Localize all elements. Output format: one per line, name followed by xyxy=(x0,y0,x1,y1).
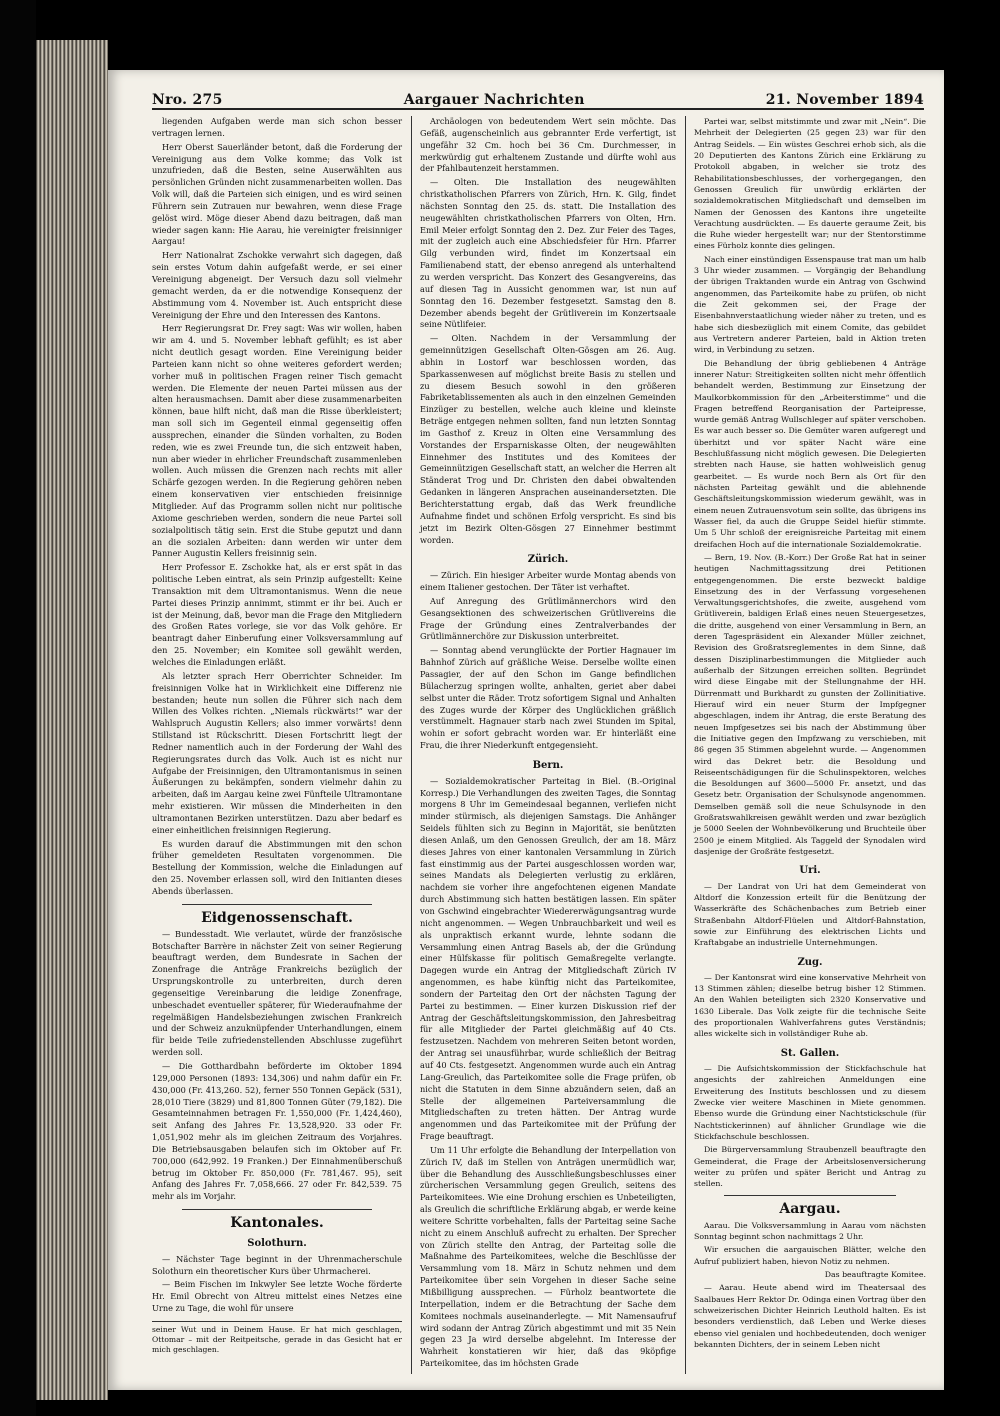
scan-dark-edge xyxy=(0,0,36,1416)
paragraph: Herr Nationalrat Zschokke verwahrt sich dagegen, daß sein erstes Votum dahin aufgefaßt werde, er sei einer Vereinigung abgeneigt. Der Versuch dazu soll vielmehr gemacht werden, da er die notwendige Konsequenz der Abstimmung vom 4. November ist. Auch entspricht diese Vereinigung der Ehre und den Interessen des Kantons. xyxy=(152,250,402,320)
paragraph: Herr Professor E. Zschokke hat, als er erst spät in das politische Leben eintrat, als sein Prinzip aufgestellt: Keine Transaktion mit dem Ultramontanismus. Wenn die neue Partei dieses Prinzip annimmt, stimmt er ihr bei. Auch er ist der Meinung, daß, bevor man die Frage den Mitgliedern des Großen Rates vorlege, sie vor das Volk gehöre. Er beantragt daher Einberufung einer Volksversammlung auf den 25. November; ein Komitee soll gewählt werden, welches die Einladungen erläßt. xyxy=(152,562,402,667)
paragraph: Als letzter sprach Herr Oberrichter Schneider. Im freisinnigen Volke hat in Wirklichkeit eine Differenz nie bestanden; heute nun sollen die Führer sich nach dem Willen des Volkes richten. „Niemals rückwärts!“ war der Wahlspruch Augustin Kellers; also immer vorwärts! denn Stillstand ist Rückschritt. Diesen Fortschritt liegt der Redner namentlich auch in der Forderung der Wahl des Regierungsrates durch das Volk. Auch ist es nicht nur Aufgabe der Freisinnigen, den Ultramontanismus in seinen Äußerungen zu bekämpfen, sondern vielmehr dahin zu arbeiten, daß im Aargau keine zwei Fünfteile Ultramontane mehr existieren. Wir müssen die Minderheiten in den ultramontanen Bezirken unterstützen. Dazu aber bedarf es einer einheitlichen freisinnigen Regierung. xyxy=(152,670,402,835)
column-rule-1 xyxy=(411,116,412,1374)
section-heading-kantonales: Kantonales. xyxy=(230,1215,324,1232)
paragraph: Aarau. Die Volksversammlung in Aarau vom nächsten Sonntag beginnt schon nachmittags 2 Uhr. xyxy=(694,1220,926,1242)
paragraph: Herr Regierungsrat Dr. Frey sagt: Was wir wollen, haben wir am 4. und 5. November lebhaft gefühlt; es ist aber nicht deutlich gesagt worden. Eine Vereinigung beider Parteien kann nicht so ohne weiteres gefordert werden; vorher muß in politischen Fragen reiner Tisch gemacht werden. Die Elemente der neuen Partei müssen aus der alten herausmachsen. Damit aber diese zusammenarbeiten können, baue hilft nicht, daß man die Risse überkleistert; man soll sich im Gegenteil einmal gegenseitig offen aussprechen, einander die Sünden vorhalten, zu Boden reden, wie es zwei Freunde tun, die sich entzweit haben, nun aber wieder in ehrlicher Freundschaft zusammenleben wollen. Auch müssen die Grenzen nach rechts mit aller Schärfe gezogen werden. In die Regierung gehören neben einem konservativen vier entschieden freisinnige Mitglieder. Auf das Programm sollen nicht nur politische Axiome geschrieben werden, sondern die neue Partei soll sozialpolitisch tätig sein. Erst die Stube geputzt und dann an die sozialen Arbeiten: dann werden wir unter dem Panner Augustin Kellers freisinnig sein. xyxy=(152,323,402,559)
newspaper-title: Aargauer Nachrichten xyxy=(403,92,585,108)
paragraph: — Die Aufsichtskommission der Stickfachschule hat angesichts der zahlreichen Anmeldungen eine Erweiterung des Instituts beschlossen und zu diesem Zwecke vier weitere Maschinen in Miete genommen. Ebenso wurde die Gründung einer Nachtstickschule (für Nachtstickerinnen) auf ähnlicher Grundlage wie die Stickfachschule beschlossen. xyxy=(694,1064,926,1141)
column-rule-2 xyxy=(685,116,686,1374)
divider xyxy=(182,1209,372,1210)
newspaper-page xyxy=(108,70,944,1390)
paragraph: — Beim Fischen im Inkwyler See letzte Woche förderte Hr. Emil Obrecht von Altreu mittelst eines Netzes eine Urne zu Tage, die wohl für unsere xyxy=(152,1279,402,1314)
column-3 xyxy=(694,116,926,1352)
paragraph: Auf Anregung des Grütlimännerchors wird den Gesangsektionen des schweizerischen Grütlivereins die Frage der Gründung eines Zentralverbandes der Grütlimännerchöre zur Diskussion unterbreitet. xyxy=(420,595,676,642)
paragraph: Partei war, selbst mitstimmte und zwar mit „Nein“. Die Mehrheit der Delegierten (25 gegen 23) war für den Antrag Seidels. — Ein wüstes Geschrei erhob sich, als die 20 Deputierten des Kantons Zürich eine Erklärung zu Protokoll abgaben, in welcher sie trotz des Rehabilitationsbeschlusses, der vorhergegangen, den Genossen Greulich für unwürdig erklärten der sozialdemokratischen Mitgliedschaft und demselben im Namen der Genossen des Kantons ihre ungeteilte Verachtung ausdrückten. — Es dauerte geraume Zeit, bis die Ruhe wieder hergestellt war; nur der Stentorstimme eines Fürholz konnte dies gelingen. xyxy=(694,117,926,251)
subheading-st-gallen: St. Gallen. xyxy=(780,1047,840,1059)
paragraph: Herr Oberst Sauerländer betont, daß die Forderung der Vereinigung aus dem Volke komme; das Volk ist unzufrieden, daß die Besten, seine Auserwählten aus persönlichen Gründen nicht zusammenarbeiten wollen. Das Volk will, daß die Parteien sich einigen, und es wird seinen Führern sein Zutrauen nur bewahren, wenn diese Frage gelöst wird. Möge dieser Abend dazu beitragen, daß man wieder sagen kann: Hie Aarau, hie vereinigter freisinniger Aargau! xyxy=(152,141,402,247)
paragraph: — Der Landrat von Uri hat dem Gemeinderat von Altdorf die Konzession erteilt für die Benützung der Wasserkräfte des Schächenbaches zum Betrieb einer Straßenbahn Altdorf-Flüelen und Altdorf-Bahnstation, sowie zur Einführung des elektrischen Lichts und Kraftabgabe an industrielle Unternehmungen. xyxy=(694,881,926,948)
paragraph: — Die Gotthardbahn beförderte im Oktober 1894 129,000 Personen (1893: 134,306) und nahm dafür ein Fr. 430,000 (Fr. 413,260. 52), ferner 550 Tonnen Gepäck (531), 28,010 Tiere (3829) und 81,800 Tonnen Güter (79,182). Die Gesamteinnahmen betragen Fr. 1,550,000 (Fr. 1,424,460), seit Anfang des Jahres Fr. 13,528,920. 33 oder Fr. 1,051,902 mehr als im gleichen Zeitraum des Vorjahres. Die Betriebsausgaben belaufen sich im Oktober auf Fr. 700,000 (642,992. 19 Franken.) Der Einnahmenüberschuß betrug im Oktober Fr. 850,000 (Fr. 781,467. 95), seit Anfang des Jahres Fr. 7,058,666. 27 oder Fr. 842,539. 75 mehr als im Vorjahr. xyxy=(152,1060,402,1202)
subheading-zurich: Zürich. xyxy=(527,554,569,566)
paragraph: liegenden Aufgaben werde man sich schon besser vertragen lernen. xyxy=(152,116,402,138)
paragraph: — Bundesstadt. Wie verlautet, würde der französische Botschafter Barrère in nächster Zeit von seiner Regierung beauftragt werden, dem Bundesrate in Sachen der Zonenfrage die Anträge Frankreichs bezüglich der Ursprungskontrolle zu unterbreiten, durch deren gegenseitige Vereinbarung die leidige Zonenfrage, unbeschadet eventueller späterer, für Wiederaufnahme der regelmäßigen Handelsbeziehungen zwischen Frankreich und der Schweiz anzuknüpfender Unterhandlungen, einem für beide Teile zufriedenstellenden Abschlusse zugeführt werden soll. xyxy=(152,928,402,1058)
paragraph: Archäologen von bedeutendem Wert sein möchte. Das Gefäß, augenscheinlich aus gebrannter Erde verfertigt, ist ungefähr 32 Cm. hoch bei 36 Cm. Durchmesser, in merkwürdig gut erhaltenem Zustande und dürfte wohl aus der Pfahlbautenzeit herstammen. xyxy=(420,116,676,174)
paragraph: Um 11 Uhr erfolgte die Behandlung der Interpellation von Zürich IV, daß im Stellen von Anträgen unermüdlich war, über die Behandlung des Ausschließungsbeschlusses einer zürcherischen Versammlung gegen Greulich, seitens des Parteikomitees. Wie eine Drohung erschien es Unbeteiligten, als Greulich die schriftliche Erklärung abgab, er werde keine weitere Schritte vorbehalten, falls der Parteitag seine Sache nicht zu einem Anschluß aufrecht zu erhalten. Der Sprecher von Zürich stellte den Antrag, der Parteitag solle die Maßnahme des Parteikomitees, welche die Beschlüsse der Versammlung vom 18. März in Schutz nehmen und dem Parteikomitee über sein Vorgehen in dieser Sache seine Mißbilligung aussprechen. — Fürholz beantwortete die Interpellation, indem er die Betrachtung der Sache dem Komitees nochmals auseinanderlegte. — Mit Namensaufruf wird sodann der Antrag Zürich abgestimmt und mit 35 Nein gegen 23 Ja wird derselbe abgelehnt. Im Interesse der Wahrheit konstatieren wir hier, daß das 9köpfige Parteikomitee, das im höchsten Grade xyxy=(420,1144,676,1369)
paragraph: Die Bürgerversammlung Straubenzell beauftragte den Gemeinderat, die Frage der Arbeitslosenversicherung weiter zu prüfen und später Bericht und Antrag zu stellen. xyxy=(694,1145,926,1189)
column-2 xyxy=(420,116,676,1372)
section-heading-aargau: Aargau. xyxy=(779,1201,841,1218)
book-spine xyxy=(36,40,108,1400)
feuilleton-footnote: seiner Wut und in Deinem Hause. Er hat mich geschlagen, Ottomar – mit der Reitpeitsche, gerade in das Gesicht hat er mich geschlagen. xyxy=(152,1321,402,1355)
paragraph: — Bern, 19. Nov. (B.-Korr.) Der Große Rat hat in seiner heutigen Nachmittagssitzung drei Petitionen entgegengenommen. Die erste bezweckt baldige Einsetzung des in der Verfassung vorgesehenen Verwaltungsgerichtshofes, die zweite, ausgehend vom Grütliverein, baldigen Erlaß eines neuen Steuergesetzes, die dritte, ausgehend von einer Versammlung in Bern, an deren Tagespräsident ein Alexander Müller zeichnet, Revision des Großratsreglementes in dem Sinne, daß dessen Disziplinarbestimmungen die Mitglieder auch außerhalb der Sitzungen erreichen sollten. Begründet wird diese Eingabe mit der Stellungnahme der HH. Dürrenmatt und Burkhardt zu gunsten der Zollinitiative. Hierauf wird ein neuer Sturm der Impfgegner abgeschlagen, indem ihr Antrag, die erste Beratung des neuen Impfgesetzes sei bis nach der Abstimmung über die Initiative gegen den Impfzwang zu verschieben, mit 86 gegen 35 Stimmen abgelehnt wurde. — Angenommen wird das Dekret betr. die Besoldung und Reiseentschädigungen für die Schulinspektoren, welches die Besoldungen auf 3600—5000 Fr. ansetzt, und das Gesetz betr. Organisation der Schulsynode angenommen. Demselben gemäß soll die neue Schulsynode in den Großratswahlkreisen gewählt werden und zwar bezüglich je 5000 Seelen der Wohnbevölkerung und Bruchteile über 2500 je einem Mitglied. Als Taggeld der Synodalen wird dasjenige der Großräte festgesetzt. xyxy=(694,552,926,856)
paragraph: — Der Kantonsrat wird eine konservative Mehrheit von 13 Stimmen zählen; dieselbe betrug bisher 12 Stimmen. An den Wahlen beteiligten sich 2320 Konservative und 1630 Liberale. Das Volk zeigte für die technische Seite des proportionalen Wahlverfahrens gutes Verständnis; alles wickelte sich in vollständiger Ruhe ab. xyxy=(694,972,926,1039)
page-header xyxy=(152,80,924,110)
subheading-zug: Zug. xyxy=(797,956,823,968)
paragraph: Es wurden darauf die Abstimmungen mit den schon früher gemeldeten Resultaten vorgenommen. Die Bestellung der Kommission, welche die Einladungen auf den 25. November erlassen soll, wird den Initianten dieses Abends überlassen. xyxy=(152,838,402,896)
divider xyxy=(724,1195,896,1196)
paragraph: — Olten. Nachdem in der Versammlung der gemeinnützigen Gesellschaft Olten-Gösgen am 26. Aug. abhin in Lostorf war beschlossen worden, das Sparkassenwesen auf möglichst breite Basis zu stellen und zu diesem Besuch sowohl in den größeren Fabriketablissementen als auch in den einzelnen Gemeinden Einzüger zu bestellen, welche auch kleine und kleinste Beträge entgegen nehmen sollten, fand nun letzten Sonntag im Gasthof z. Kreuz in Olten eine Versammlung des Vorstandes der Ersparniskasse Olten, der neugewählten Einnehmer des Institutes und des Komitees der Gemeinnützigen Gesellschaft statt, an welcher die Herren alt Ständerat Trog und Dr. Christen den dabei obwaltenden Gedanken in längeren Ansprachen auseinandersetzten. Die Berichterstattung ergab, daß das Werk freundliche Aufnahme findet und schönen Erfolg verspricht. Es sind bis jetzt im Bezirk Olten-Gösgen 27 Einnehmer bestimmt worden. xyxy=(420,333,676,545)
paragraph: — Zürich. Ein hiesiger Arbeiter wurde Montag abends von einem Italiener gestochen. Der Täter ist verhaftet. xyxy=(420,570,676,593)
paragraph: — Sozialdemokratischer Parteitag in Biel. (B.-Original Korresp.) Die Verhandlungen des zweiten Tages, die Sonntag morgens 8 Uhr im Gemeindesaal begannen, verliefen nicht minder stürmisch, als diejenigen Samstags. Die Anhänger Seidels fühlten sich zu Beginn in Majorität, sie benützten diesen Anlaß, um den Genossen Greulich, der am 18. März dieses Jahres von einer kantonalen Versammlung in Zürich fast einstimmig aus der Partei ausgeschlossen worden war, seines Mandats als Delegierten verlustig zu erklären, nachdem sie vorher ihre angefochtenen eigenen Mandate durch Abstimmung sich hatten bestätigen lassen. Ein später von Gschwind eingebrachter Wiedererwägungsantrag wurde nicht angenommen. — Wegen Unbrauchbarkeit und weil es als unpraktisch erkannt wurde, lehnte sodann die Versammlung einen Antrag Basels ab, der die Gründung einer Hülfskasse für politisch Gemaßregelte verlangte. Dagegen wurde ein Antrag der Mitgliedschaft Zürich IV angenommen, es habe künftig nicht das Parteikomitee, sondern der Parteitag den Ort der nächsten Tagung der Partei zu bestimmen. — Einer kurzen Diskussion rief der Antrag der Geschäftsleitungskommission, den Jahresbeitrag für alle Mitglieder der Partei gleichmäßig auf 40 Cts. festzusetzen. Nachdem von mehreren Seiten betont worden, der Antrag sei unausführbar, wurde schließlich der Beitrag auf 40 Cts. festgesetzt. Angenommen wurde auch ein Antrag Lang-Greulich, das Parteikomitee solle die Frage prüfen, ob nicht die Statuten in dem Sinne abzuändern seien, daß an Stelle der allgemeinen Parteiversammlung die Mitgliedschaften zu treten hätten. Der Antrag wurde angenommen und das Parteikomitee mit der Prüfung der Frage beauftragt. xyxy=(420,775,676,1142)
column-1 xyxy=(152,116,402,1355)
paragraph: — Olten. Die Installation des neugewählten christkatholischen Pfarrers von Zürich, Hrn. K. Gilg, findet nächsten Sonntag den 25. ds. statt. Die Installation des neugewählten christkatholischen Pfarrers von Olten, Hrn. Emil Meier erfolgt Sonntag den 2. Dez. Zur Feier des Tages, mit der zugleich auch eine Abschiedsfeier für Hrn. Pfarrer Gilg verbunden wird, findet im Konzertsaal ein Familienabend statt, der ebenso anregend als unterhaltend zu werden verspricht. Das Konzert des Gesangvereins, das auf diesen Tag in Aussicht genommen war, ist nun auf Sonntag den 16. Dezember festgesetzt. Samstag den 8. Dezember abends begeht der Grütliverein im Konzertsaale seine Nütlifeier. xyxy=(420,177,676,330)
subheading-bern: Bern. xyxy=(532,759,564,771)
paragraph: Das beauftragte Komitee. xyxy=(824,1270,926,1279)
paragraph: — Aarau. Heute abend wird im Theatersaal des Saalbaues Herr Rektor Dr. Odinga einen Vortrag über den schweizerischen Dichter Heinrich Leuthold halten. Es ist besonders verdienstlich, daß Leben und Werke dieses ebenso viel genialen und hochbedeutenden, doch weniger bekannten Dichters, der in seinem Leben nicht xyxy=(694,1283,926,1349)
subheading-uri: Uri. xyxy=(799,865,821,877)
paragraph: Die Behandlung der übrig gebliebenen 4 Anträge innerer Natur: Streitigkeiten sollten nicht mehr öffentlich behandelt werden, Bestimmung zur Einsetzung der Maulkorbkommission für den „Arbeiterstimme“ und die Fragen betreffend Reorganisation der Parteipresse, wurde gemäß Antrag Wullschleger auf später verschoben. Es war auch besser so. Die Gemüter waren aufgeregt und überhitzt und vor später Nacht wäre eine Beschlußfassung nicht möglich gewesen. Die Delegierten strebten nach Hause, sie hatten wohlweislich genug gearbeitet. — Es wurde noch Bern als Ort für den nächsten Parteitag gewählt und die ablehnende Geschäftsleitungskommission wiederum gewählt, was in einem neuen Zutrauensvotum sein sollte, das übrigens ins Wasser fiel, da auch die Gruppe Seidel hiefür stimmte. Um 5 Uhr schloß der ereignisreiche Parteitag mit einem dreifachen Hoch auf die internationale Sozialdemokratie. xyxy=(694,358,926,549)
issue-date: 21. November 1894 xyxy=(765,92,924,108)
paragraph: Nach einer einstündigen Essenspause trat man um halb 3 Uhr wieder zusammen. — Vorgängig der Behandlung der übrigen Traktanden wurde ein Antrag von Gschwind angenommen, das Parteikomite habe zu prüfen, ob nicht die Zeit gekommen sei, der Frage der Eisenbahnverstaatlichung wieder näher zu treten, und es habe sich diesbezüglich mit einem Comite, das gebildet aus Vertretern anderer Parteien, bald in Aktion treten wird, in Verbindung zu setzen. xyxy=(694,254,926,355)
paragraph: Wir ersuchen die aargauischen Blätter, welche den Aufruf publiziert haben, hievon Notiz zu nehmen. xyxy=(694,1245,926,1266)
divider xyxy=(182,904,372,905)
paragraph: — Nächster Tage beginnt in der Uhrenmacherschule Solothurn ein theoretischer Kurs über Uhrmacherei. xyxy=(152,1253,402,1276)
section-heading-eidgenossenschaft: Eidgenossenschaft. xyxy=(201,909,353,926)
paragraph: — Sonntag abend verunglückte der Portier Hagnauer im Bahnhof Zürich auf gräßliche Weise. Derselbe wollte einen Passagier, der auf den Schon im Gange befindlichen Bülacherzug springen wollte, anhalten, geriet aber dabei selbst unter die Räder. Trotz sofortigem Signal und Anhalten des Zuges wurde der Körper des Unglücklichen gräßlich verstümmelt. Hagnauer starb nach zwei Stunden im Spital, wohin er sofort gebracht worden war. Er hinterläßt eine Frau, die ihrer Niederkunft entgegensieht. xyxy=(420,645,676,751)
issue-number: Nro. 275 xyxy=(152,92,223,108)
subheading-solothurn: Solothurn. xyxy=(247,1237,307,1249)
